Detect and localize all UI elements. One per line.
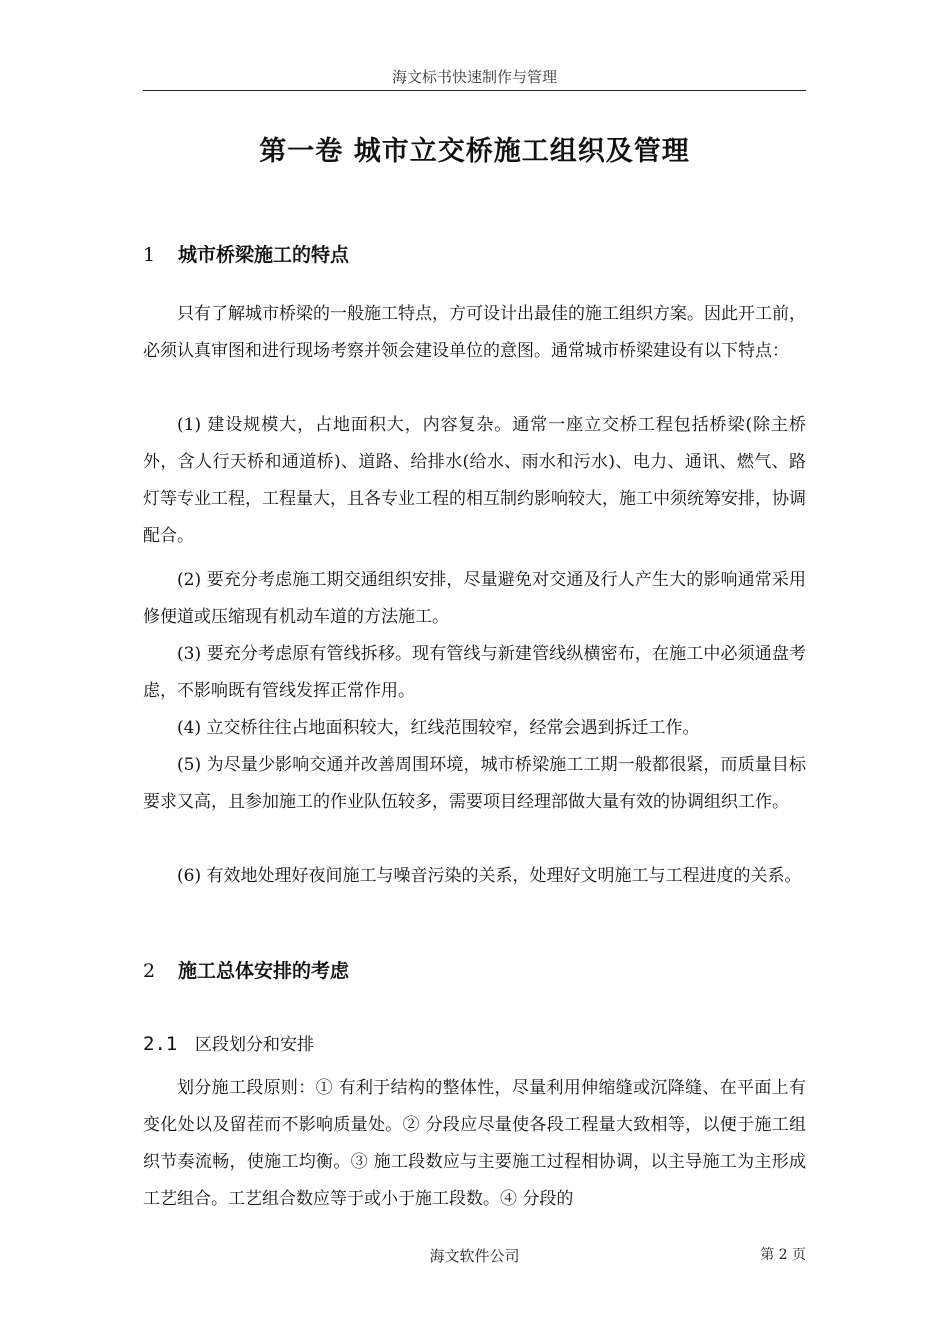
section-1-intro: 只有了解城市桥梁的一般施工特点，方可设计出最佳的施工组织方案。因此开工前，必须认真审图和进行现场考察并领会建设单位的意图。通常城市桥梁建设有以下特点：	[143, 304, 806, 361]
point-1: (1) 建设规模大，占地面积大，内容复杂。通常一座立交桥工程包括桥梁(除主桥外，含人行天桥和通道桥)、道路、给排水(给水、雨水和污水)、电力、通讯、燃气、路灯等专业工程，工程量大，且各专业工程的相互制约影响较大，施工中须统筹安排，协调配合。	[143, 415, 806, 546]
footer-company: 海文软件公司	[429, 1247, 520, 1265]
footer-page-number: 第 2 页	[760, 1247, 806, 1263]
point-2: (2) 要充分考虑施工期交通组织安排，尽量避免对交通及行人产生大的影响通常采用修便道或压缩现有机动车道的方法施工。	[143, 570, 806, 627]
document-title: 第一卷 城市立交桥施工组织及管理	[259, 136, 690, 167]
subsection-2-1-heading	[143, 1029, 806, 1060]
section-2-number: 2	[143, 960, 156, 982]
point-4: (4) 立交桥往往占地面积较大，红线范围较窄，经常会遇到拆迁工作。	[177, 718, 700, 738]
section-1-number: 1	[143, 244, 156, 266]
point-6: (6) 有效地处理好夜间施工与噪音污染的关系，处理好文明施工与工程进度的关系。	[177, 866, 802, 886]
subsection-2-1-body: 划分施工段原则：① 有利于结构的整体性，尽量利用伸缩缝或沉降缝、在平面上有变化处以及留茬而不影响质量处。② 分段应尽量使各段工程量大致相等，以便于施工组织节奏流畅，使施工均衡。③ 施工段数应与主要施工过程相协调，以主导施工为主形成工艺组合。工艺组合数应等于或小于施工段数。④ 分段的	[143, 1078, 806, 1209]
section-2-heading	[143, 956, 806, 986]
subsection-2-1-title: 区段划分和安排	[195, 1035, 314, 1055]
section-1-heading	[143, 240, 806, 270]
point-3: (3) 要充分考虑原有管线拆移。现有管线与新建管线纵横密布，在施工中必须通盘考虑，不影响既有管线发挥正常作用。	[143, 644, 806, 701]
subsection-2-1-number: 2.1	[143, 1033, 178, 1055]
section-2-title: 施工总体安排的考虑	[178, 960, 350, 982]
section-1-title: 城市桥梁施工的特点	[178, 244, 350, 266]
header-title: 海文标书快速制作与管理	[391, 68, 557, 86]
point-5: (5) 为尽量少影响交通并改善周围环境，城市桥梁施工工期一般都很紧，而质量目标要求又高，且参加施工的作业队伍较多，需要项目经理部做大量有效的协调组织工作。	[143, 755, 806, 812]
page-header	[143, 66, 806, 91]
